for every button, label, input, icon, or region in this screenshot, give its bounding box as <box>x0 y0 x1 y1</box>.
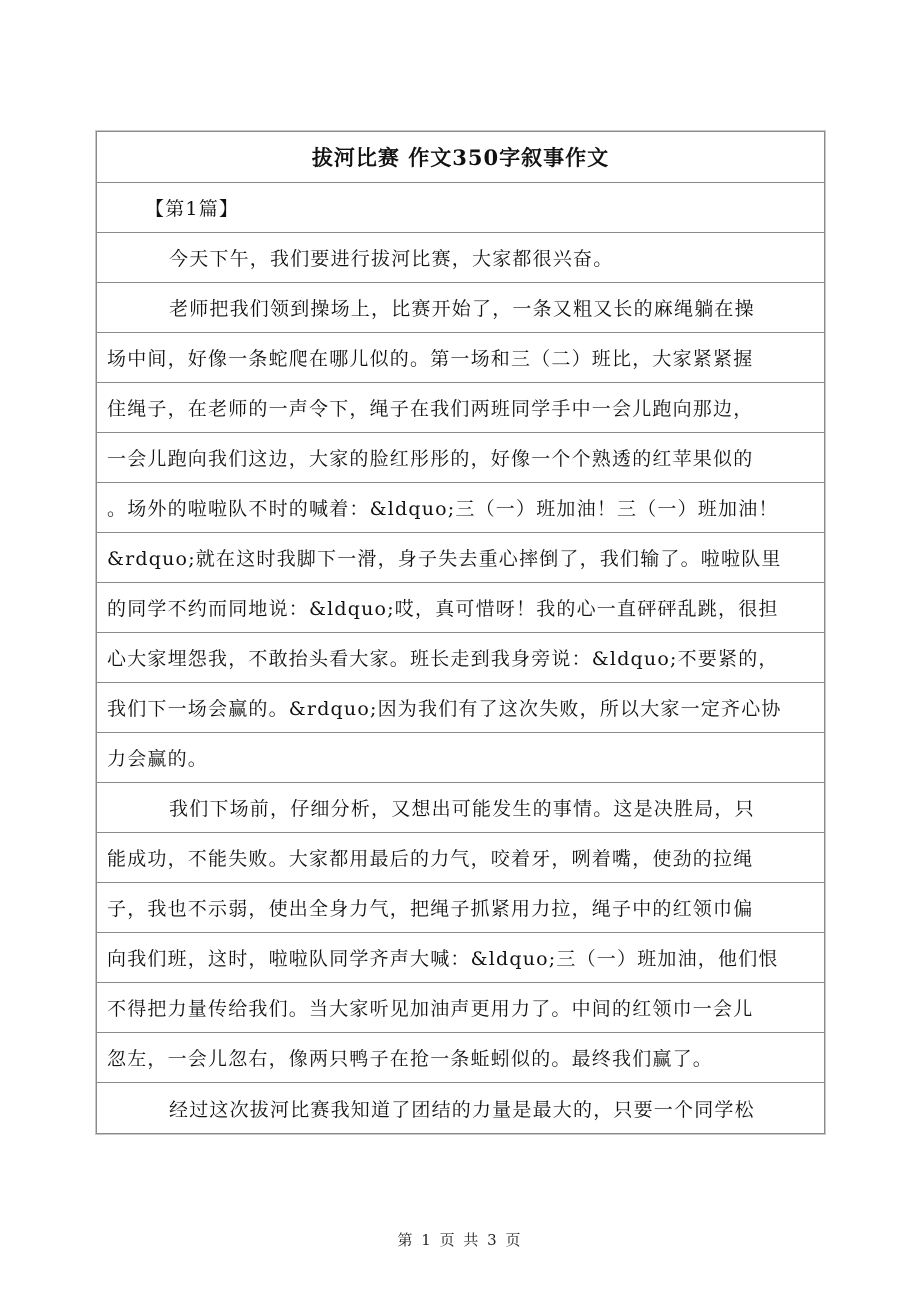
page-number: 第 1 页 共 3 页 <box>397 1231 523 1249</box>
text-line: 子，我也不示弱，使出全身力气，把绳子抓紧用力拉，绳子中的红领巾偏 <box>97 883 824 933</box>
document-title: 拔河比赛 作文350字叙事作文 <box>97 132 824 183</box>
text-line: 老师把我们领到操场上，比赛开始了，一条又粗又长的麻绳躺在操 <box>97 283 824 333</box>
text-line: 场中间，好像一条蛇爬在哪儿似的。第一场和三（二）班比，大家紧紧握 <box>97 333 824 383</box>
text-line: 我们下一场会赢的。&rdquo;因为我们有了这次失败，所以大家一定齐心协 <box>97 683 824 733</box>
text-line: 今天下午，我们要进行拔河比赛，大家都很兴奋。 <box>97 233 824 283</box>
text-line: 我们下场前，仔细分析，又想出可能发生的事情。这是决胜局，只 <box>97 783 824 833</box>
text-line: 力会赢的。 <box>97 733 824 783</box>
text-line: 住绳子，在老师的一声令下，绳子在我们两班同学手中一会儿跑向那边， <box>97 383 824 433</box>
text-line: 一会儿跑向我们这边，大家的脸红彤彤的，好像一个个熟透的红苹果似的 <box>97 433 824 483</box>
text-line: &rdquo;就在这时我脚下一滑，身子失去重心摔倒了，我们输了。啦啦队里 <box>97 533 824 583</box>
text-line: 经过这次拔河比赛我知道了团结的力量是最大的，只要一个同学松 <box>169 1098 755 1121</box>
text-line: 不得把力量传给我们。当大家听见加油声更用力了。中间的红领巾一会儿 <box>97 983 824 1033</box>
text-line: 忽左，一会儿忽右，像两只鸭子在抢一条蚯蚓似的。最终我们赢了。 <box>97 1033 824 1083</box>
text-line: 心大家埋怨我，不敢抬头看大家。班长走到我身旁说：&ldquo;不要紧的， <box>97 633 824 683</box>
text-line: 。场外的啦啦队不时的喊着：&ldquo;三（一）班加油！三（一）班加油！ <box>97 483 824 533</box>
text-line: 的同学不约而同地说：&ldquo;哎，真可惜呀！我的心一直砰砰乱跳，很担 <box>97 583 824 633</box>
text-line: 能成功，不能失败。大家都用最后的力气，咬着牙，咧着嘴，使劲的拉绳 <box>97 833 824 883</box>
section-heading: 【第1篇】 <box>97 183 824 233</box>
text-line: 向我们班，这时，啦啦队同学齐声大喊：&ldquo;三（一）班加油，他们恨 <box>97 933 824 983</box>
document-table <box>96 131 825 1134</box>
